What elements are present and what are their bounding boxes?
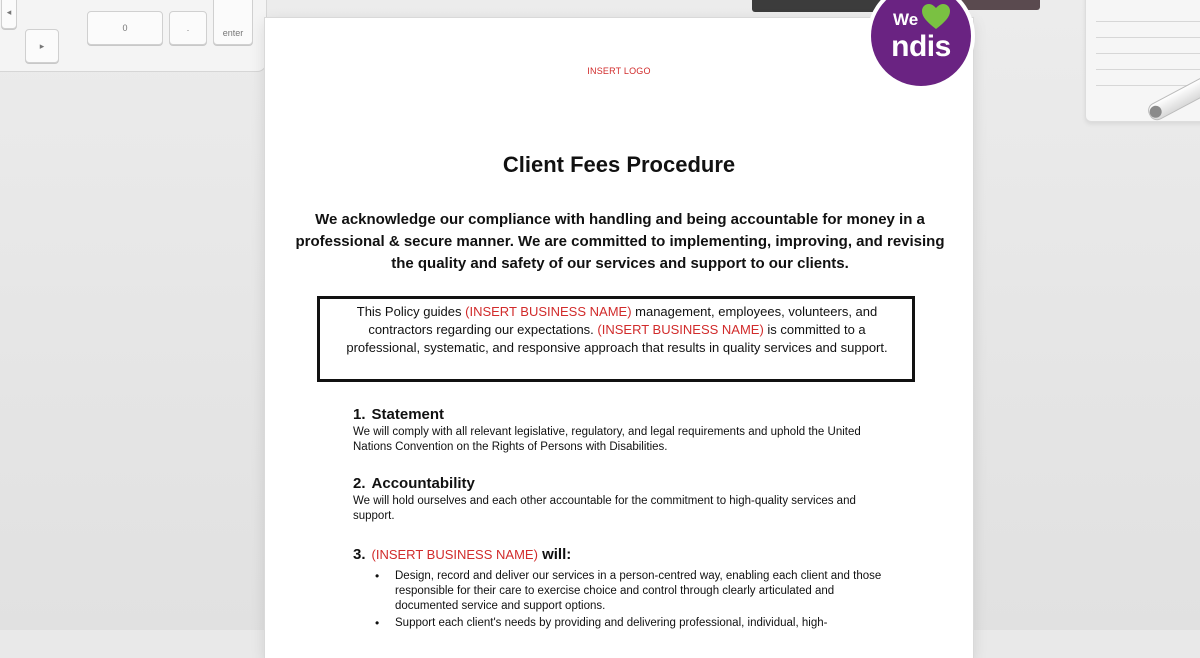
badge-we-text: We xyxy=(893,10,919,29)
list-item: • Design, record and deliver our services in a person-centred way, enabling each client and those responsible for their care to exercise choice and control through clearly articulated and documented service and support options. xyxy=(353,569,893,614)
intro-paragraph: We acknowledge our compliance with handling and being accountable for money in a professional & secure manner. We are committed to implementing, improving, and revising the quality and safety of our services and support to our clients. xyxy=(295,211,945,272)
section-body: We will comply with all relevant legislative, regulatory, and legal requirements and uphold the United Nations Convention on the Rights of Persons with Disabilities. xyxy=(353,426,861,453)
heart-icon xyxy=(922,4,950,30)
dark-book xyxy=(752,0,892,12)
business-name-placeholder: (INSERT BUSINESS NAME) xyxy=(465,304,632,319)
document-page xyxy=(265,18,973,658)
policy-box xyxy=(317,296,915,382)
arrow-right-key: ▸ xyxy=(25,29,59,63)
keyboard-key-zero: 0 xyxy=(87,11,163,45)
business-name-placeholder: (INSERT BUSINESS NAME) xyxy=(371,547,538,562)
keyboard xyxy=(0,0,267,72)
logo-placeholder: INSERT LOGO xyxy=(587,66,651,76)
section-statement xyxy=(353,406,893,455)
document-title: Client Fees Procedure xyxy=(502,152,736,177)
section-heading: 1. Statement xyxy=(353,406,445,423)
keyboard-key: ◂ xyxy=(1,0,17,29)
section-accountability xyxy=(353,475,893,524)
section-body: We will hold ourselves and each other accountable for the commitment to high-quality services and support. xyxy=(353,495,856,522)
keyboard-key-dot: . xyxy=(169,11,207,45)
section-heading: 3. (INSERT BUSINESS NAME) will: xyxy=(353,546,572,563)
section-business-will xyxy=(353,546,893,633)
dark-book-second xyxy=(960,0,1040,10)
policy-text: This Policy guides (INSERT BUSINESS NAME) management, employees, volunteers, and contractors regarding our expectations. (INSERT BUSINESS NAME) is committed to a professional, systematic, and responsive approach that results in quality services and support. xyxy=(346,304,888,355)
section-heading: 2. Accountability xyxy=(353,475,475,492)
badge-ndis-text: ndis xyxy=(891,30,951,63)
keyboard-key-enter: enter xyxy=(213,0,253,45)
bullet-list xyxy=(353,569,893,631)
business-name-placeholder: (INSERT BUSINESS NAME) xyxy=(597,322,764,337)
list-item: • Support each client's needs by providing and delivering professional, individual, high- xyxy=(353,616,893,631)
